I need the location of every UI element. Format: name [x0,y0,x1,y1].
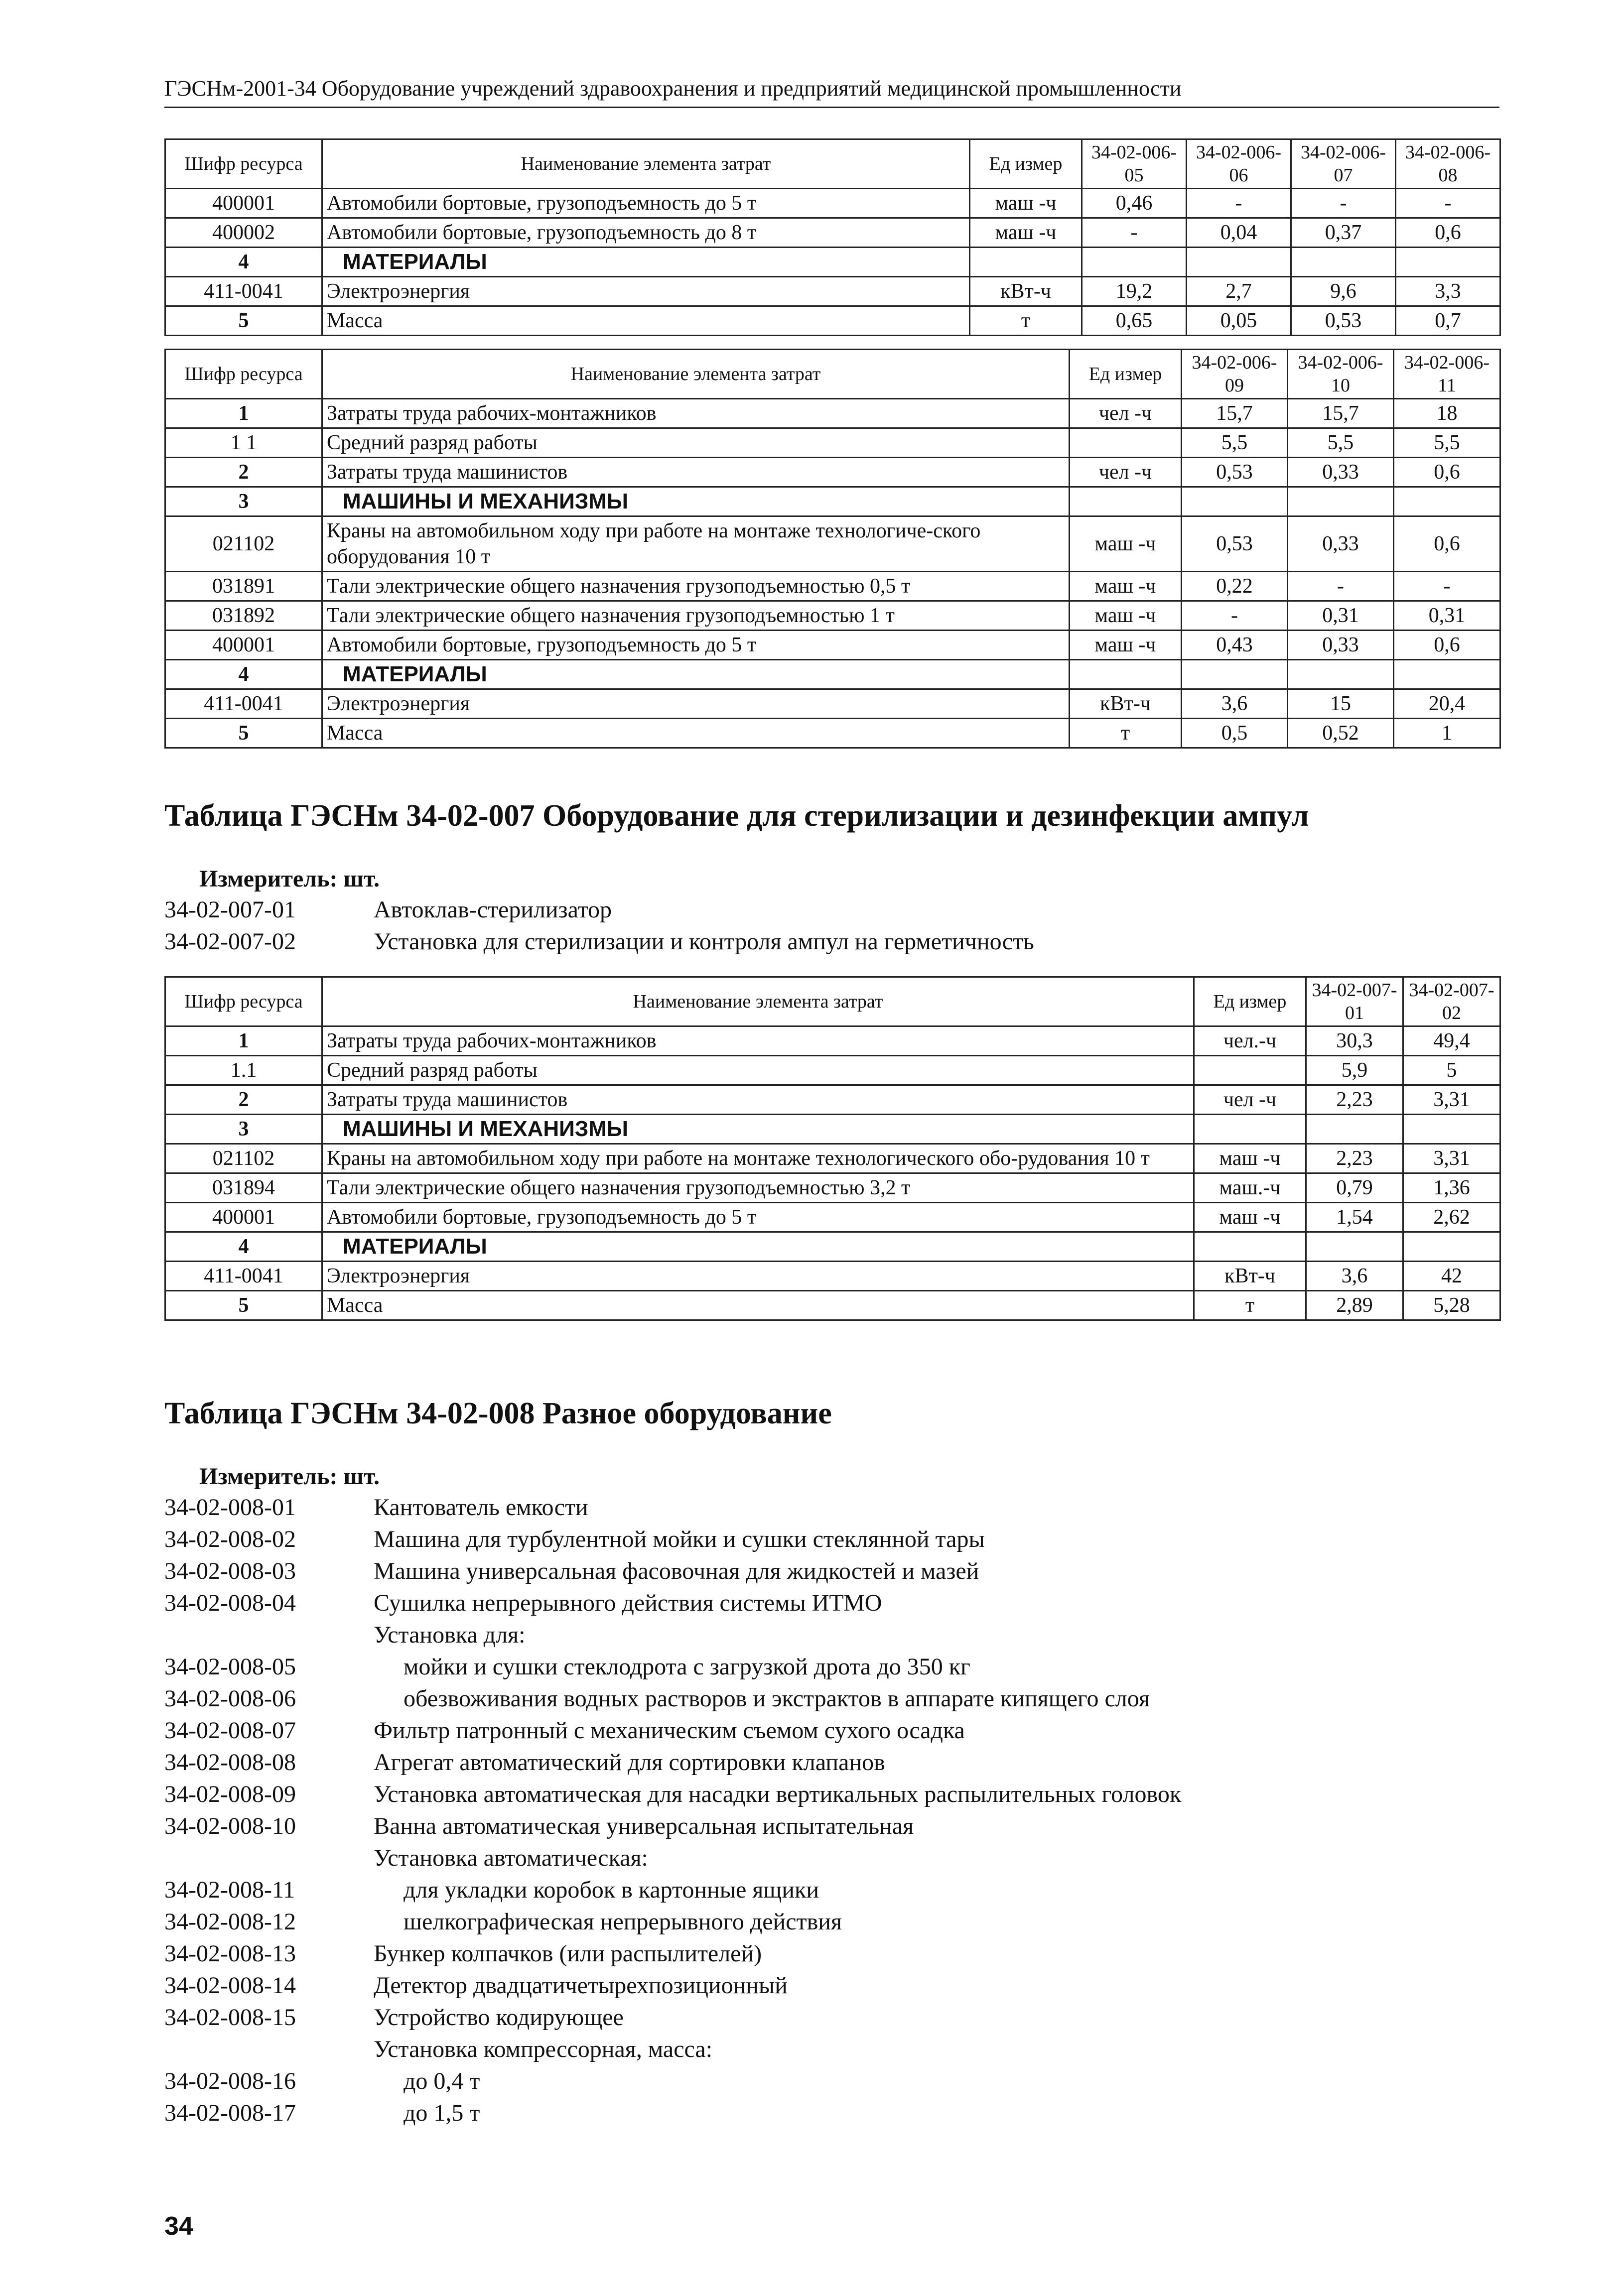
table-row [165,601,1500,631]
norm-value: 0,5 [1182,719,1288,748]
resource-code: 400001 [165,1203,322,1232]
unit-of-measure [970,248,1082,277]
header-unit: Ед измер [1194,977,1306,1026]
table-row [165,1056,1500,1085]
cost-element-name: Электроэнергия [322,1262,1194,1291]
resource-code: 4 [165,660,322,689]
page-header: ГЭСНм-2001-34 Оборудование учреждений здравоохранения и предприятий медицинской промышленности [164,75,1499,108]
norm-value: - [1394,572,1500,601]
resource-code: 2 [165,458,322,487]
resource-code: 021102 [165,516,322,572]
norm-value: 0,05 [1187,306,1291,336]
resource-code: 5 [165,719,322,748]
table-row [165,458,1500,487]
unit-of-measure: кВт-ч [1194,1262,1306,1291]
list-item [164,1906,1181,1938]
norm-value: 0,7 [1396,306,1500,336]
list-item [164,1810,1181,1842]
item-code: 34-02-008-03 [164,1558,296,1584]
list-item [164,1619,1181,1651]
norm-value: 0,52 [1288,719,1394,748]
table-row [165,277,1500,306]
norm-value: 3,3 [1396,277,1500,306]
resource-code: 3 [165,487,322,516]
cost-element-name: Краны на автомобильном ходу при работе на монтаже технологиче-ского оборудования 10 т [322,516,1070,572]
header-column-code: 34-02-006-05 [1082,139,1187,189]
resource-table-007 [164,976,1501,1321]
header-column-code: 34-02-007-02 [1403,977,1500,1026]
unit-of-measure: маш.-ч [1194,1173,1306,1203]
item-text: Установка автоматическая для насадки вертикальных распылительных головок [374,1781,1182,1807]
resource-code: 411-0041 [165,689,322,719]
norm-value: - [1082,218,1187,248]
cost-element-name: МАШИНЫ И МЕХАНИЗМЫ [322,1115,1194,1144]
item-code: 34-02-008-11 [164,1877,295,1903]
list-item [164,1492,1181,1524]
cost-element-name: Затраты труда рабочих-монтажников [322,1026,1194,1056]
cost-element-name: Тали электрические общего назначения грузоподъемностью 1 т [322,601,1070,631]
meter-007 [199,864,380,894]
header-column-code: 34-02-006-10 [1288,350,1394,399]
norm-value: 0,53 [1182,458,1288,487]
item-code [164,1842,374,1874]
norm-value: 2,23 [1306,1144,1403,1173]
table-row [165,1085,1500,1115]
list-item [164,1524,1181,1555]
list-item [164,1842,1181,1874]
item-text: Машина для турбулентной мойки и сушки стеклянной тары [374,1526,985,1552]
unit-of-measure: маш -ч [970,218,1082,248]
unit-of-measure [1070,428,1182,458]
cost-element-name: Затраты труда рабочих-монтажников [322,399,1070,428]
cost-element-name: Краны на автомобильном ходу при работе на монтаже технологического обо-рудования 10 т [322,1144,1194,1173]
cost-element-name: Автомобили бортовые, грузоподъемность до 8 т [322,218,970,248]
list-item [164,1747,1181,1779]
item-text: Сушилка непрерывного действия системы ИТМО [374,1590,882,1616]
norm-value: 0,6 [1394,631,1500,660]
cost-element-name: Масса [322,306,970,336]
norm-value: 0,6 [1396,218,1500,248]
cost-element-name: Тали электрические общего назначения грузоподъемностью 0,5 т [322,572,1070,601]
norm-value [1306,1232,1403,1262]
table-row [165,218,1500,248]
resource-code: 400002 [165,218,322,248]
header-column-code: 34-02-006-08 [1396,139,1500,189]
norm-value: - [1396,189,1500,218]
header-column-code: 34-02-006-09 [1182,350,1288,399]
cost-element-name: Затраты труда машинистов [322,1085,1194,1115]
header-column-code: 34-02-006-07 [1291,139,1396,189]
resource-code: 1.1 [165,1056,322,1085]
norm-value: 0,33 [1288,458,1394,487]
item-code [164,1619,374,1651]
cost-element-name: Средний разряд работы [322,428,1070,458]
resource-code: 3 [165,1115,322,1144]
cost-element-name: Масса [322,719,1070,748]
list-item [164,1779,1181,1810]
table-row [165,1144,1500,1173]
cost-element-name: МАТЕРИАЛЫ [322,660,1070,689]
resource-code: 031894 [165,1173,322,1203]
item-text: Автоклав-стерилизатор [374,896,612,923]
resource-code: 2 [165,1085,322,1115]
norm-value: 0,65 [1082,306,1187,336]
table-row [165,689,1500,719]
norm-value: 5,5 [1394,428,1500,458]
norm-value: 0,53 [1182,516,1288,572]
norm-value: 1,54 [1306,1203,1403,1232]
norm-value: 19,2 [1082,277,1187,306]
resource-code: 411-0041 [165,277,322,306]
unit-of-measure: маш -ч [1070,601,1182,631]
header-column-code: 34-02-006-06 [1187,139,1291,189]
item-text: Детектор двадцатичетырехпозиционный [374,1972,788,1999]
norm-value: - [1182,601,1288,631]
unit-of-measure [1194,1115,1306,1144]
item-code: 34-02-008-14 [164,1972,296,1999]
item-text: Установка компрессорная, масса: [374,2036,713,2062]
list-item [164,1587,1181,1619]
unit-of-measure: маш -ч [970,189,1082,218]
norm-value [1394,660,1500,689]
norm-value: 0,53 [1291,306,1396,336]
item-code [164,2034,374,2065]
norm-value: 20,4 [1394,689,1500,719]
resource-code: 4 [165,1232,322,1262]
norm-value: 2,23 [1306,1085,1403,1115]
item-code: 34-02-008-10 [164,1813,296,1839]
norm-value [1288,660,1394,689]
table-row [165,719,1500,748]
cost-element-name: Электроэнергия [322,689,1070,719]
section-row [165,1232,1500,1262]
norm-value: 5,9 [1306,1056,1403,1085]
norm-value [1403,1115,1500,1144]
norm-value [1396,248,1500,277]
item-code: 34-02-008-15 [164,2004,296,2031]
resource-table-006-05-08 [164,138,1501,336]
norm-value: 5,28 [1403,1291,1500,1320]
norm-value: 5 [1403,1056,1500,1085]
header-column-code: 34-02-007-01 [1306,977,1403,1026]
norm-value [1306,1115,1403,1144]
table-row [165,1203,1500,1232]
unit-of-measure [1194,1056,1306,1085]
table-row [165,1026,1500,1056]
norm-value: 0,33 [1288,631,1394,660]
norm-value: 0,79 [1306,1173,1403,1203]
meter-label: Измеритель: [199,866,338,892]
item-text: шелкографическая непрерывного действия [404,1909,842,1935]
unit-of-measure [1070,660,1182,689]
item-code: 34-02-008-08 [164,1749,296,1776]
item-code: 34-02-008-07 [164,1717,296,1744]
table-row [165,516,1500,572]
cost-element-name: Затраты труда машинистов [322,458,1070,487]
unit-of-measure: маш -ч [1070,631,1182,660]
item-text: Установка автоматическая: [374,1845,648,1871]
norm-value: 1 [1394,719,1500,748]
norm-value: 2,7 [1187,277,1291,306]
table-row [165,631,1500,660]
resource-code: 5 [165,1291,322,1320]
unit-of-measure: маш -ч [1070,572,1182,601]
resource-table-006-09-11 [164,349,1501,749]
list-item [164,1651,1181,1683]
list-item [164,2097,1181,2129]
item-code: 34-02-008-12 [164,1909,296,1935]
resource-code: 4 [165,248,322,277]
cost-element-name: МАШИНЫ И МЕХАНИЗМЫ [322,487,1070,516]
page-number: 34 [164,2212,193,2241]
list-item [164,2065,1181,2097]
item-code: 34-02-008-02 [164,1526,296,1552]
norm-value [1182,487,1288,516]
resource-code: 1 [165,1026,322,1056]
resource-code: 400001 [165,631,322,660]
section-row [165,487,1500,516]
resource-code: 031891 [165,572,322,601]
unit-of-measure: маш -ч [1194,1203,1306,1232]
unit-of-measure: чел -ч [1070,399,1182,428]
table-row [165,306,1500,336]
section-row [165,660,1500,689]
norm-value: 3,6 [1182,689,1288,719]
resource-code: 1 [165,399,322,428]
cost-element-name: Средний разряд работы [322,1056,1194,1085]
norm-value: 3,31 [1403,1085,1500,1115]
resource-code: 021102 [165,1144,322,1173]
norm-value: 1,36 [1403,1173,1500,1203]
table-row [165,428,1500,458]
list-item [164,1683,1181,1715]
unit-of-measure: чел.-ч [1194,1026,1306,1056]
norm-value: 0,31 [1288,601,1394,631]
table-row [165,572,1500,601]
meter-label: Измеритель: [199,1463,338,1490]
item-list-008 [164,1492,1181,2129]
item-list-007 [164,894,1034,958]
norm-value: 42 [1403,1262,1500,1291]
item-text: Кантователь емкости [374,1494,588,1521]
norm-value: - [1291,189,1396,218]
norm-value: 0,6 [1394,458,1500,487]
norm-value: 49,4 [1403,1026,1500,1056]
unit-of-measure [1070,487,1182,516]
unit-of-measure: т [970,306,1082,336]
list-item [164,926,1034,958]
unit-of-measure: маш -ч [1070,516,1182,572]
cost-element-name: Автомобили бортовые, грузоподъемность до 5 т [322,631,1070,660]
section-row [165,1115,1500,1144]
list-item [164,2034,1181,2065]
resource-code: 411-0041 [165,1262,322,1291]
item-text: мойки и сушки стеклодрота с загрузкой дрота до 350 кг [404,1654,970,1680]
header-name: Наименование элемента затрат [322,350,1070,399]
meter-008 [199,1462,380,1492]
header-name: Наименование элемента затрат [322,139,970,189]
norm-value: - [1288,572,1394,601]
norm-value: 15,7 [1182,399,1288,428]
norm-value: 2,89 [1306,1291,1403,1320]
unit-of-measure: чел -ч [1070,458,1182,487]
norm-value: 0,31 [1394,601,1500,631]
item-code: 34-02-008-13 [164,1940,296,1967]
item-text: Установка для стерилизации и контроля ампул на герметичность [374,928,1034,955]
item-code: 34-02-008-17 [164,2100,296,2126]
resource-code: 031892 [165,601,322,631]
section-row [165,248,1500,277]
norm-value [1082,248,1187,277]
norm-value [1403,1232,1500,1262]
cost-element-name: МАТЕРИАЛЫ [322,1232,1194,1262]
item-text: Фильтр патронный с механическим съемом сухого осадка [374,1717,965,1744]
list-item [164,894,1034,926]
header-code: Шифр ресурса [165,977,322,1026]
item-code: 34-02-008-01 [164,1494,296,1521]
norm-value [1291,248,1396,277]
item-text: до 0,4 т [404,2068,480,2094]
norm-value: 0,43 [1182,631,1288,660]
cost-element-name: МАТЕРИАЛЫ [322,248,970,277]
resource-code: 5 [165,306,322,336]
item-code: 34-02-008-04 [164,1590,296,1616]
norm-value [1182,660,1288,689]
header-unit: Ед измер [1070,350,1182,399]
list-item [164,1715,1181,1747]
unit-of-measure: кВт-ч [1070,689,1182,719]
item-code: 34-02-007-01 [164,896,296,923]
item-code: 34-02-008-05 [164,1654,296,1680]
list-item [164,1874,1181,1906]
cost-element-name: Тали электрические общего назначения грузоподъемностью 3,2 т [322,1173,1194,1203]
header-column-code: 34-02-006-11 [1394,350,1500,399]
meter-unit: шт. [343,1463,380,1490]
norm-value: 0,33 [1288,516,1394,572]
norm-value: 0,46 [1082,189,1187,218]
norm-value: - [1187,189,1291,218]
item-code: 34-02-008-06 [164,1685,296,1712]
meter-unit: шт. [343,866,380,892]
table-row [165,399,1500,428]
item-text: Установка для: [374,1622,526,1648]
norm-value: 5,5 [1182,428,1288,458]
norm-value: 3,6 [1306,1262,1403,1291]
list-item [164,1970,1181,2002]
table-row [165,189,1500,218]
norm-value: 0,37 [1291,218,1396,248]
table-row [165,1173,1500,1203]
unit-of-measure: т [1194,1291,1306,1320]
cost-element-name: Электроэнергия [322,277,970,306]
header-code: Шифр ресурса [165,350,322,399]
list-item [164,1938,1181,1970]
unit-of-measure: т [1070,719,1182,748]
resource-code: 400001 [165,189,322,218]
norm-value: 9,6 [1291,277,1396,306]
item-text: обезвоживания водных растворов и экстрактов в аппарате кипящего слоя [404,1685,1150,1712]
unit-of-measure: кВт-ч [970,277,1082,306]
item-text: Бункер колпачков (или распылителей) [374,1940,762,1967]
norm-value: 0,22 [1182,572,1288,601]
norm-value: 15 [1288,689,1394,719]
norm-value: 3,31 [1403,1144,1500,1173]
list-item [164,2002,1181,2034]
norm-value [1288,487,1394,516]
item-code: 34-02-008-09 [164,1781,296,1807]
item-text: Агрегат автоматический для сортировки клапанов [374,1749,885,1776]
item-text: Ванна автоматическая универсальная испытательная [374,1813,914,1839]
unit-of-measure: чел -ч [1194,1085,1306,1115]
item-text: Машина универсальная фасовочная для жидкостей и мазей [374,1558,979,1584]
norm-value: 2,62 [1403,1203,1500,1232]
item-code: 34-02-008-16 [164,2068,296,2094]
item-text: для укладки коробок в картонные ящики [404,1877,819,1903]
cost-element-name: Масса [322,1291,1194,1320]
header-row [165,139,1500,189]
norm-value: 0,6 [1394,516,1500,572]
header-code: Шифр ресурса [165,139,322,189]
norm-value [1187,248,1291,277]
item-text: до 1,5 т [404,2100,480,2126]
table-row [165,1291,1500,1320]
header-row [165,350,1500,399]
unit-of-measure: маш -ч [1194,1144,1306,1173]
resource-code: 1 1 [165,428,322,458]
norm-value: 5,5 [1288,428,1394,458]
cost-element-name: Автомобили бортовые, грузоподъемность до 5 т [322,1203,1194,1232]
norm-value: 15,7 [1288,399,1394,428]
cost-element-name: Автомобили бортовые, грузоподъемность до 5 т [322,189,970,218]
unit-of-measure [1194,1232,1306,1262]
table-008-title: Таблица ГЭСНм 34-02-008 Разное оборудование [164,1397,832,1430]
norm-value [1394,487,1500,516]
header-row [165,977,1500,1026]
item-text: Устройство кодирующее [374,2004,624,2031]
norm-value: 30,3 [1306,1026,1403,1056]
item-code: 34-02-007-02 [164,928,296,955]
table-row [165,1262,1500,1291]
list-item [164,1555,1181,1587]
norm-value: 18 [1394,399,1500,428]
header-unit: Ед измер [970,139,1082,189]
table-007-title: Таблица ГЭСНм 34-02-007 Оборудование для стерилизации и дезинфекции ампул [164,799,1309,833]
header-name: Наименование элемента затрат [322,977,1194,1026]
norm-value: 0,04 [1187,218,1291,248]
